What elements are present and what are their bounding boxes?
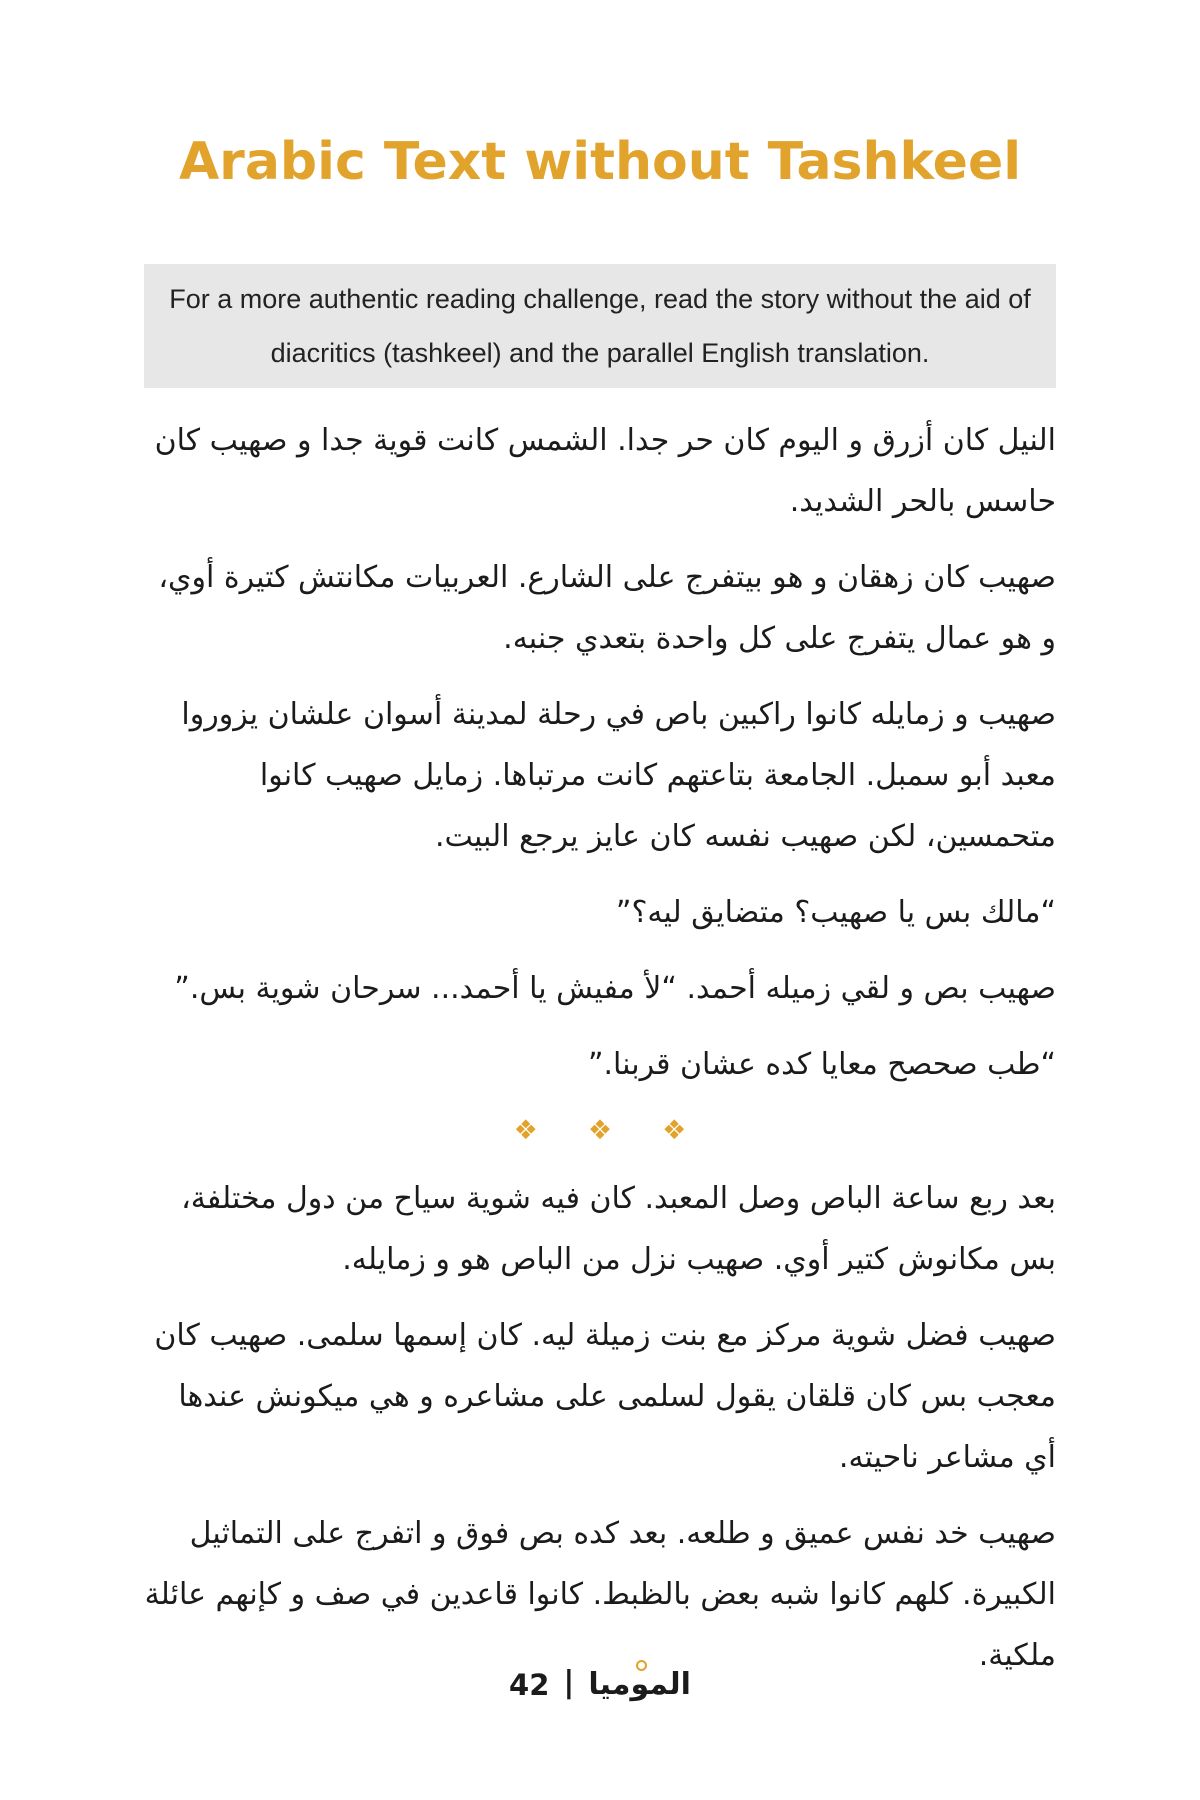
book-title-text: الموميا — [588, 1667, 691, 1702]
book-title — [588, 1667, 691, 1702]
page-number: 42 — [509, 1667, 550, 1702]
page-title: Arabic Text without Tashkeel — [178, 132, 1022, 192]
section-break — [144, 1115, 1056, 1146]
diamond-icon: ❖ — [513, 1115, 538, 1146]
story-paragraph: صهيب كان زهقان و هو بيتفرج على الشارع. العربيات مكانتش كتيرة أوي، و هو عمال يتفرج على كل واحدة بتعدي جنبه. — [158, 560, 1056, 656]
story-text — [144, 410, 1056, 1686]
story-paragraph: صهيب و زمايله كانوا راكبين باص في رحلة لمدينة أسوان علشان يزوروا معبد أبو سمبل. الجامعة بتاعتهم كانت مرتباها. زمايل صهيب كانوا متحمسين، لكن صهيب نفسه كان عايز يرجع البيت. — [181, 697, 1056, 854]
dialogue-line: صهيب بص و لقي زميله أحمد. “لأ مفيش يا أحمد... سرحان شوية بس.” — [174, 971, 1056, 1006]
story-paragraph: النيل كان أزرق و اليوم كان حر جدا. الشمس كانت قوية جدا و صهيب كان حاسس بالحر الشديد. — [154, 423, 1056, 519]
story-paragraph: صهيب خد نفس عميق و طلعه. بعد كده بص فوق و اتفرج على التماثيل الكبيرة. كلهم كانوا شبه بعض بالظبط. كانوا قاعدين في صف و كإنهم عائلة ملكية. — [144, 1516, 1056, 1673]
diamond-icon: ❖ — [587, 1115, 613, 1146]
story-paragraph: صهيب فضل شوية مركز مع بنت زميلة ليه. كان إسمها سلمى. صهيب كان معجب بس كان قلقان يقول لسلمى على مشاعره و هي ميكونش عندها أي مشاعر ناحيته. — [154, 1318, 1056, 1475]
dialogue-line: “مالك بس يا صهيب؟ متضايق ليه؟” — [615, 895, 1056, 930]
footer-divider: | — [563, 1665, 575, 1700]
diamond-icon: ❖ — [662, 1115, 687, 1146]
instruction-note: For a more authentic reading challenge, read the story without the aid of diacritics (tashkeel) and the parallel English translation. — [144, 264, 1056, 388]
page-footer — [0, 1667, 1200, 1702]
dialogue-line: “طب صحصح معايا كده عشان قربنا.” — [587, 1047, 1056, 1082]
page-content — [144, 0, 1056, 1686]
sukun-mark-icon — [636, 1660, 647, 1671]
story-paragraph: بعد ربع ساعة الباص وصل المعبد. كان فيه شوية سياح من دول مختلفة، بس مكانوش كتير أوي. صهيب نزل من الباص هو و زمايله. — [181, 1181, 1056, 1277]
